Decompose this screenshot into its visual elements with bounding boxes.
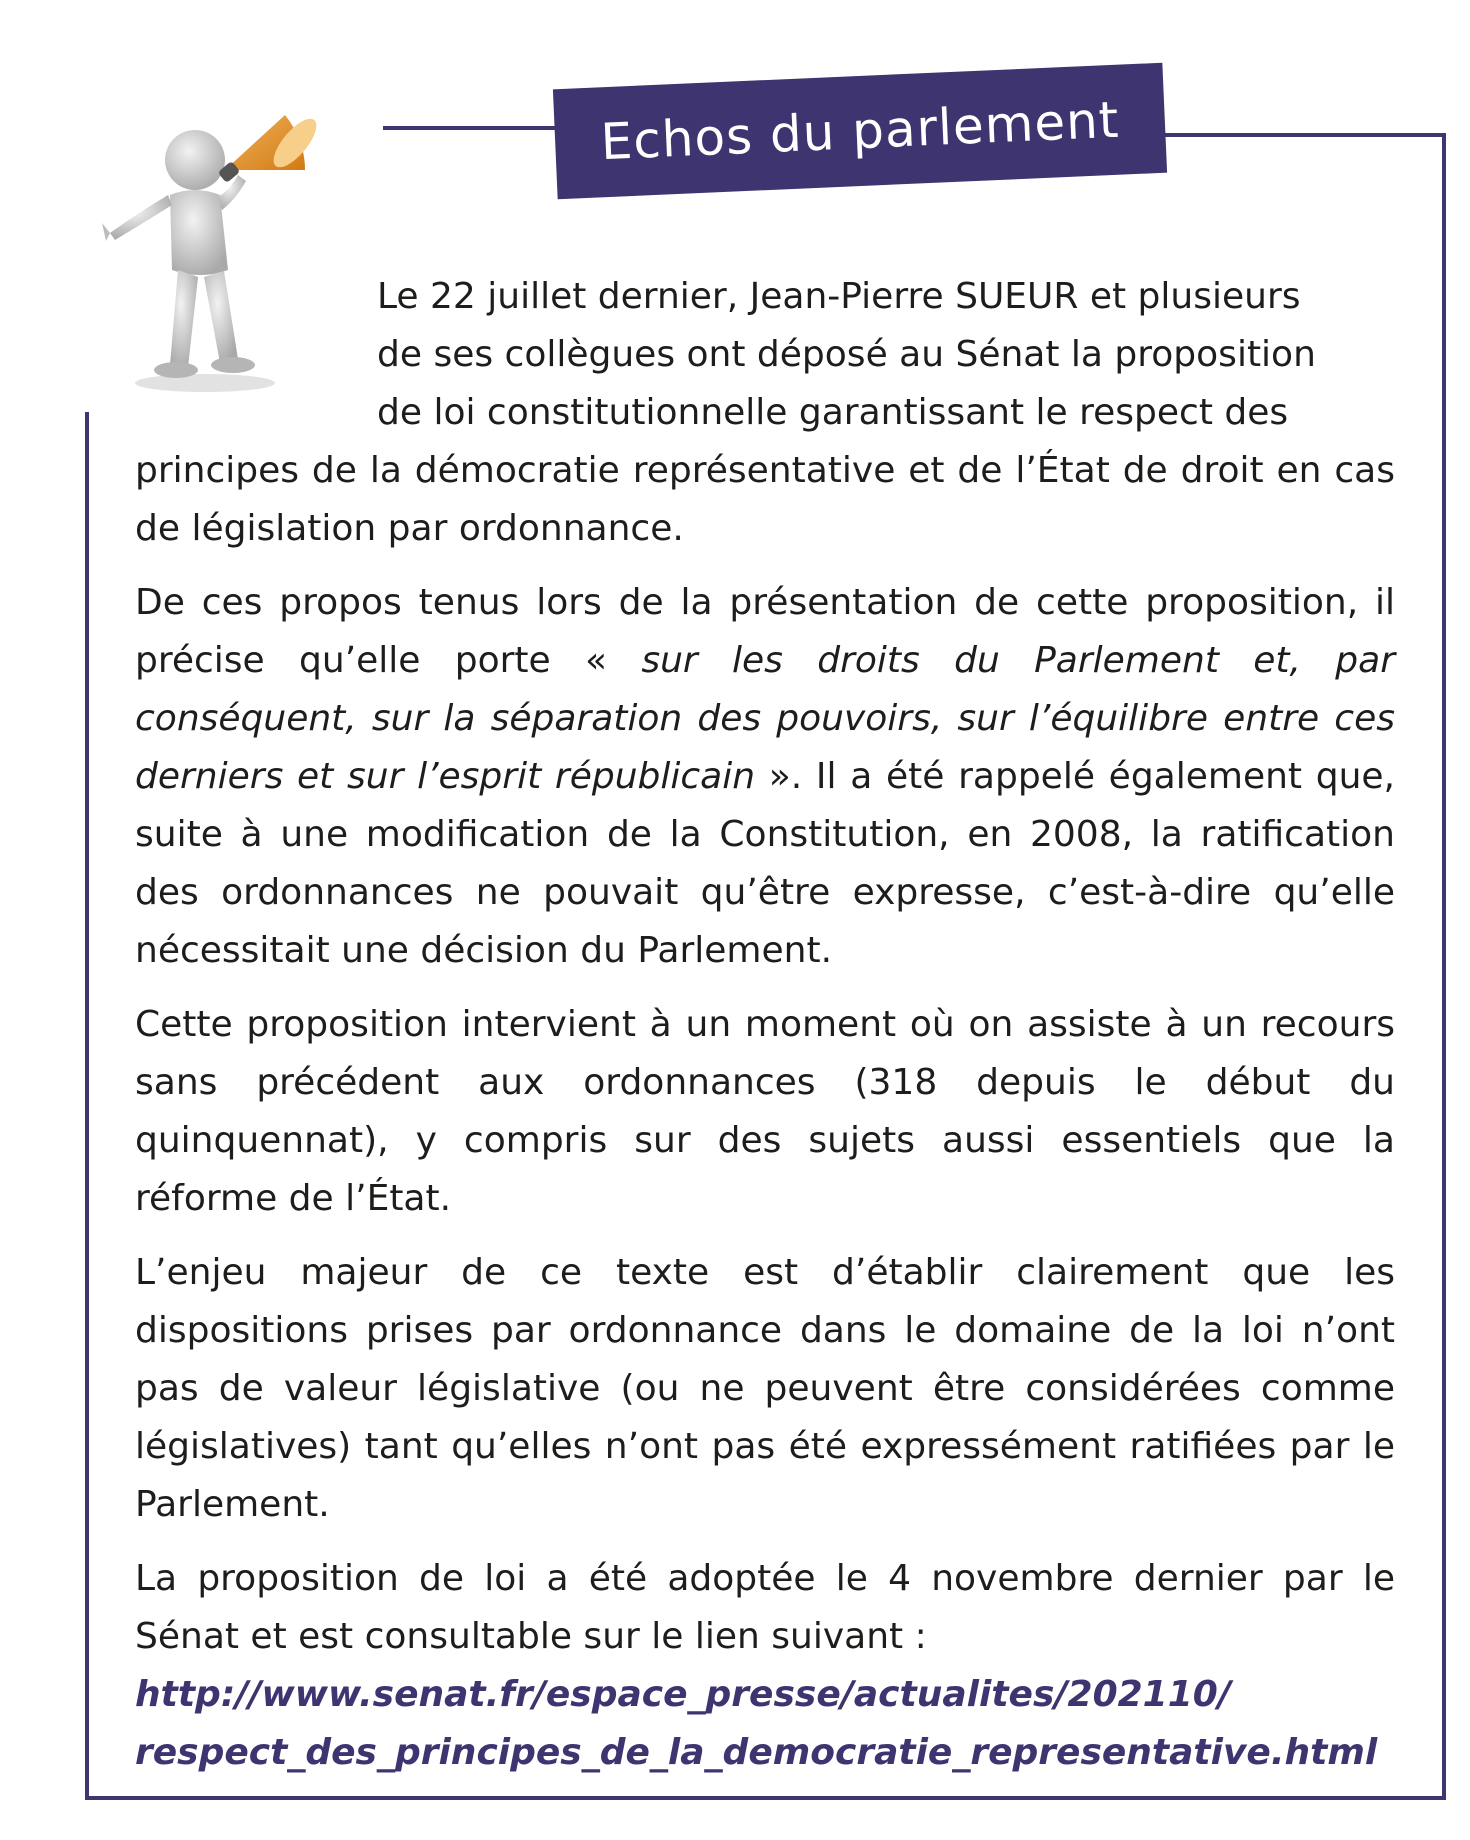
frame-top-right: [1163, 133, 1446, 137]
paragraph-4: L’enjeu majeur de ce texte est d’établir clairement que les dispositions prises par ordonnance dans le domaine de la loi n’ont pas de valeur législative (ou ne peuvent être considérées comme législatives) tant qu’elles n’ont pas été expressément ratifiées par le Parlement.: [135, 1252, 1395, 1525]
page-title: Echos du parlement: [599, 90, 1121, 172]
paragraph-2: [135, 574, 1395, 980]
frame-right: [1442, 133, 1446, 1800]
paragraph-2-after: ». Il a été rappelé également que, suite à une modification de la Constitution, en 2008, la ratification des ordonnances ne pouvait qu’être expresse, c’est-à-dire qu’elle nécessitait une décision du Parlement.: [135, 756, 1396, 971]
frame-left: [85, 412, 89, 1800]
article-body: [135, 268, 1395, 1782]
paragraph-1: [135, 268, 1395, 558]
paragraph-1-line-3: de loi constitutionnelle garantissant le respect des: [377, 392, 1289, 433]
paragraph-1-line-1: Le 22 juillet dernier, Jean-Pierre SUEUR et plusieurs: [377, 276, 1301, 317]
senat-link-line-2[interactable]: respect_des_principes_de_la_democratie_representative.html: [135, 1732, 1378, 1773]
senat-link-line-1[interactable]: http://www.senat.fr/espace_presse/actualites/202110/: [135, 1674, 1231, 1715]
paragraph-1-rest: principes de la démocratie représentative et de l’État de droit en cas de législation par ordonnance.: [135, 450, 1395, 549]
paragraph-2-before: De ces propos tenus lors de la présentation de cette proposition, il précise qu’elle porte «: [135, 582, 1395, 681]
paragraph-1-line-2: de ses collègues ont déposé au Sénat la proposition: [377, 334, 1316, 375]
paragraph-5: La proposition de loi a été adoptée le 4 novembre dernier par le Sénat et est consultable sur le lien suivant :: [135, 1558, 1395, 1657]
paragraph-2-quote: sur les droits du Parlement et, par conséquent, sur la séparation des pouvoirs, sur l’équilibre entre ces derniers et sur l’esprit républicain: [135, 640, 1395, 797]
frame-bottom: [85, 1796, 1446, 1800]
paragraph-3: Cette proposition intervient à un moment où on assiste à un recours sans précédent aux ordonnances (318 depuis le début du quinquennat), y compris sur des sujets aussi essentiels que la réforme de l’État.: [135, 1004, 1395, 1219]
title-banner: [553, 63, 1167, 200]
frame-top-left: [383, 126, 563, 130]
